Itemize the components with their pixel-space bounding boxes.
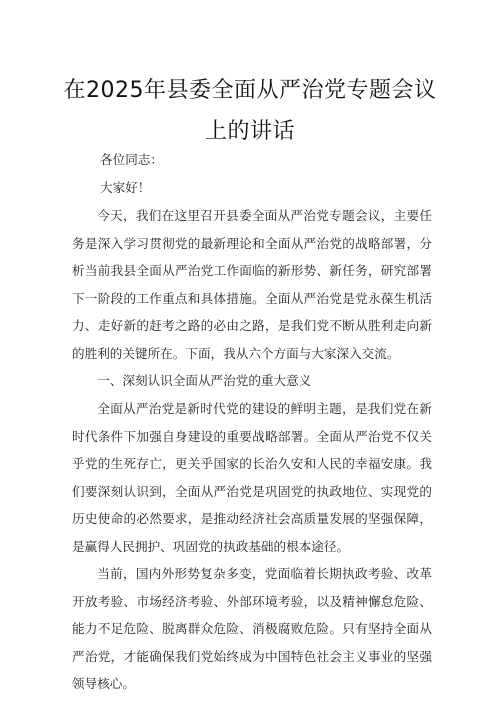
- document-title-line-2: 上的讲话: [204, 119, 295, 144]
- salutation: 各位同志：: [100, 152, 163, 167]
- paragraph-significance: 全面从严治党是新时代党的建设的鲜明主题，是我们党在新时代条件下加强自身建设的重要战略部署。全面从严治党不仅关乎党的生死存亡，更关乎国家的长治久安和人民的幸福安康。我们要深刻认识到，全面从严治党是巩固党的执政地位、实现党的历史使命的必然要求，是推动经济社会高质量发展的坚强保障，是赢得人民拥护、巩固党的执政基础的根本途径。: [72, 401, 432, 554]
- greeting: 大家好！: [100, 180, 151, 195]
- paragraph-intro: 今天，我们在这里召开县委全面从严治党专题会议，主要任务是深入学习贯彻党的最新理论和全面从严治党的战略部署，分析当前我县全面从严治党工作面临的新形势、新任务，研究部署下一阶段的工作重点和具体措施。全面从严治党是党永葆生机活力、走好新的赶考之路的必由之路，是我们党不断从胜利走向新的胜利的关键所在。下面，我从六个方面与大家深入交流。: [72, 208, 432, 361]
- paragraph-situation: 当前，国内外形势复杂多变，党面临着长期执政考验、改革开放考验、市场经济考验、外部环境考验，以及精神懈怠危险、能力不足危险、脱离群众危险、消极腐败危险。只有坚持全面从严治党，才能确保我们党始终成为中国特色社会主义事业的坚强领导核心。: [72, 566, 432, 691]
- document-title-line-1: 在2025年县委全面从严治党专题会议: [63, 78, 437, 103]
- section-heading: 一、深刻认识全面从严治党的重大意义: [97, 373, 312, 388]
